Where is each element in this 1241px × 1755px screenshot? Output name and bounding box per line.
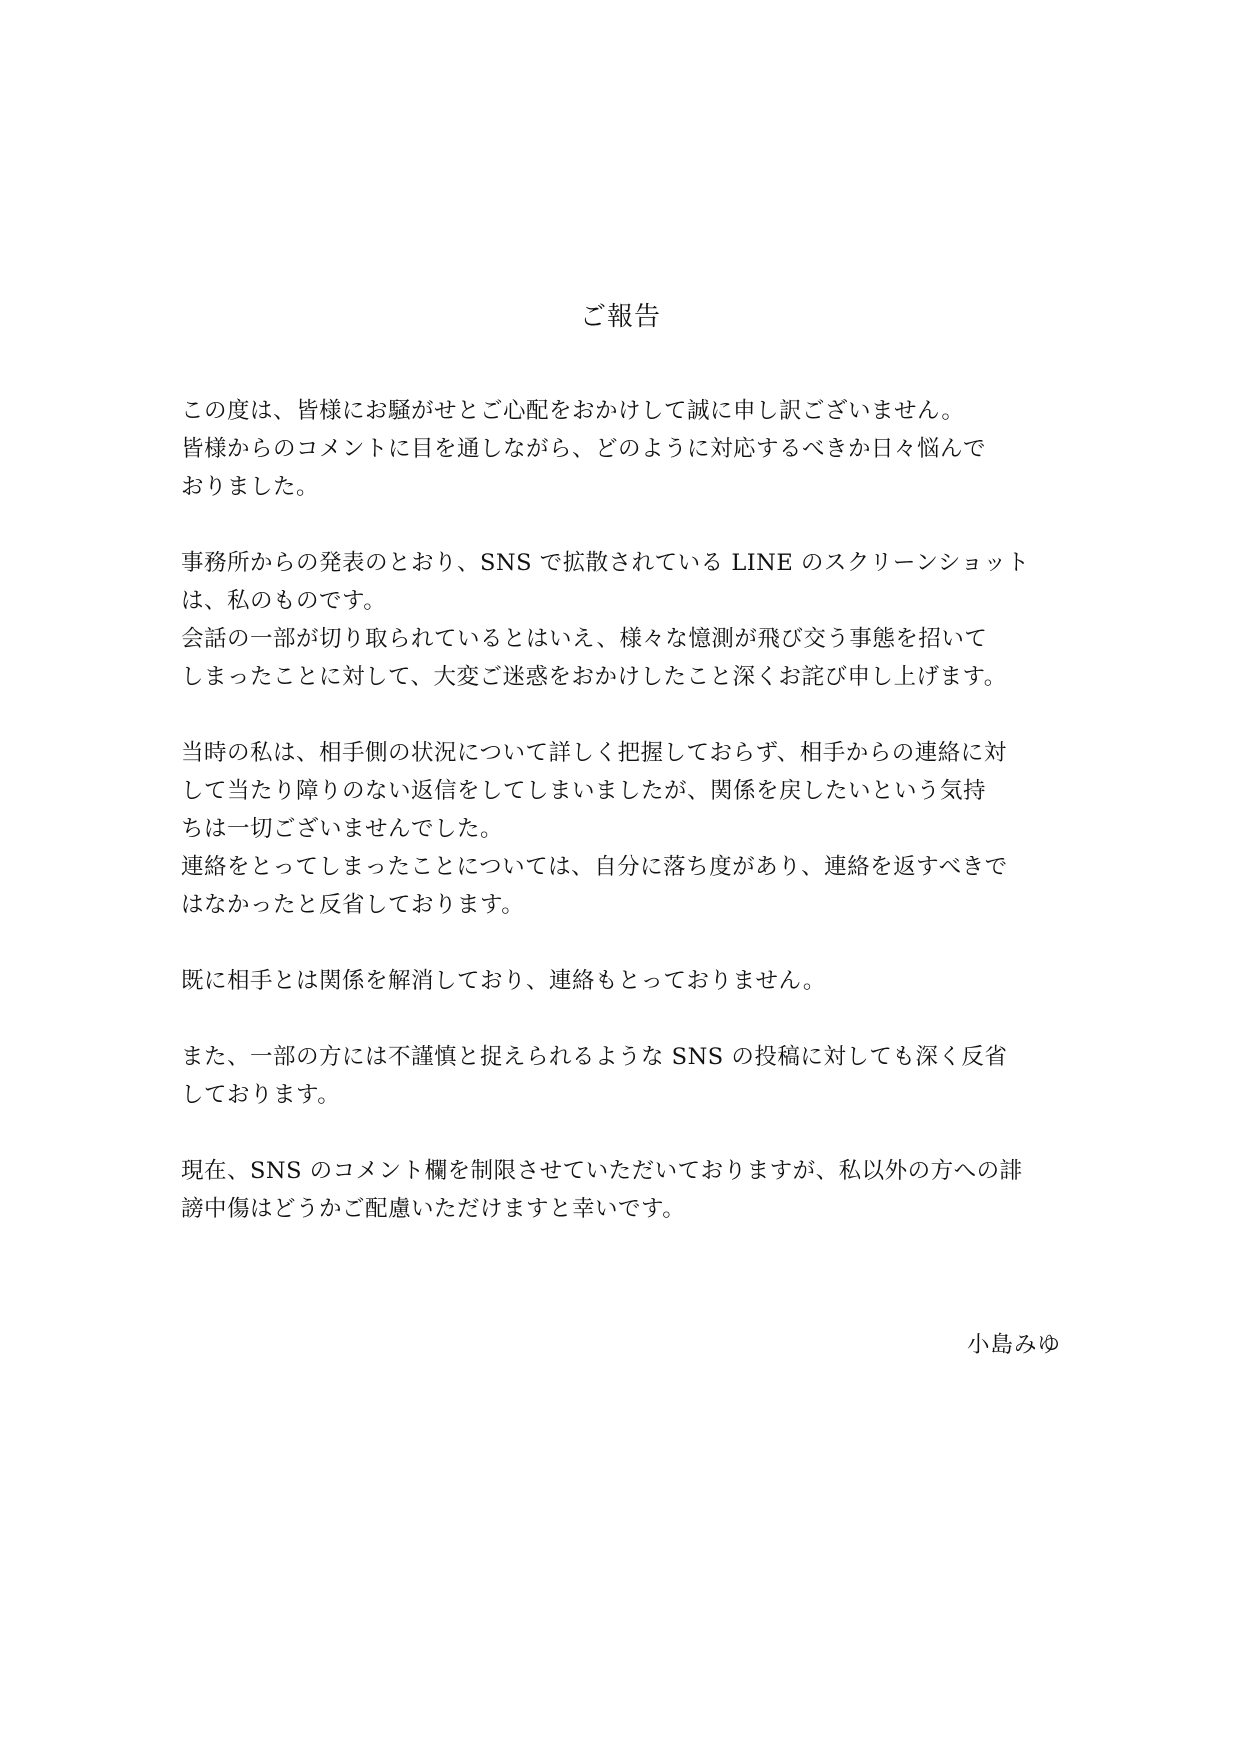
paragraph-line: して当たり障りのない返信をしてしまいましたが、関係を戻したいという気持 — [181, 778, 987, 804]
paragraph-line: 既に相手とは関係を解消しており、連絡もとっておりません。 — [181, 968, 826, 994]
paragraph-line: 会話の一部が切り取られているとはいえ、様々な憶測が飛び交う事態を招いて — [181, 626, 988, 652]
paragraph-line: ちは一切ございませんでした。 — [181, 816, 504, 842]
signature: 小島みゆ — [966, 1332, 1061, 1358]
paragraph-5 — [181, 1038, 1061, 1114]
paragraph-line: しまったことに対して、大変ご迷惑をおかけしたこと深くお詫び申し上げます。 — [181, 664, 1007, 690]
paragraph-1 — [181, 392, 1061, 506]
paragraph-line: この度は、皆様にお騒がせとご心配をおかけして誠に申し訳ございません。 — [181, 398, 965, 424]
paragraph-2 — [181, 544, 1061, 696]
paragraph-line: 謗中傷はどうかご配慮いただけますと幸いです。 — [181, 1196, 686, 1222]
document-body — [181, 392, 1061, 1266]
paragraph-4 — [181, 962, 1061, 1000]
paragraph-line: 事務所からの発表のとおり、SNS で拡散されている LINE のスクリーンショット — [181, 550, 1030, 576]
paragraph-line: しております。 — [181, 1082, 341, 1108]
paragraph-line: おりました。 — [181, 474, 320, 500]
paragraph-3 — [181, 734, 1061, 924]
paragraph-line: 当時の私は、相手側の状況について詳しく把握しておらず、相手からの連絡に対 — [181, 740, 1007, 766]
paragraph-line: また、一部の方には不謹慎と捉えられるような SNS の投稿に対しても深く反省 — [181, 1044, 1008, 1070]
paragraph-line: 皆様からのコメントに目を通しながら、どのように対応するべきか日々悩んで — [181, 436, 987, 462]
paragraph-line: はなかったと反省しております。 — [181, 892, 525, 918]
paragraph-line: 現在、SNS のコメント欄を制限させていただいておりますが、私以外の方への誹 — [181, 1158, 1023, 1184]
document-title: ご報告 — [579, 302, 661, 332]
paragraph-6 — [181, 1152, 1061, 1228]
paragraph-line: は、私のものです。 — [181, 588, 387, 614]
paragraph-line: 連絡をとってしまったことについては、自分に落ち度があり、連絡を返すべきで — [181, 854, 1008, 880]
